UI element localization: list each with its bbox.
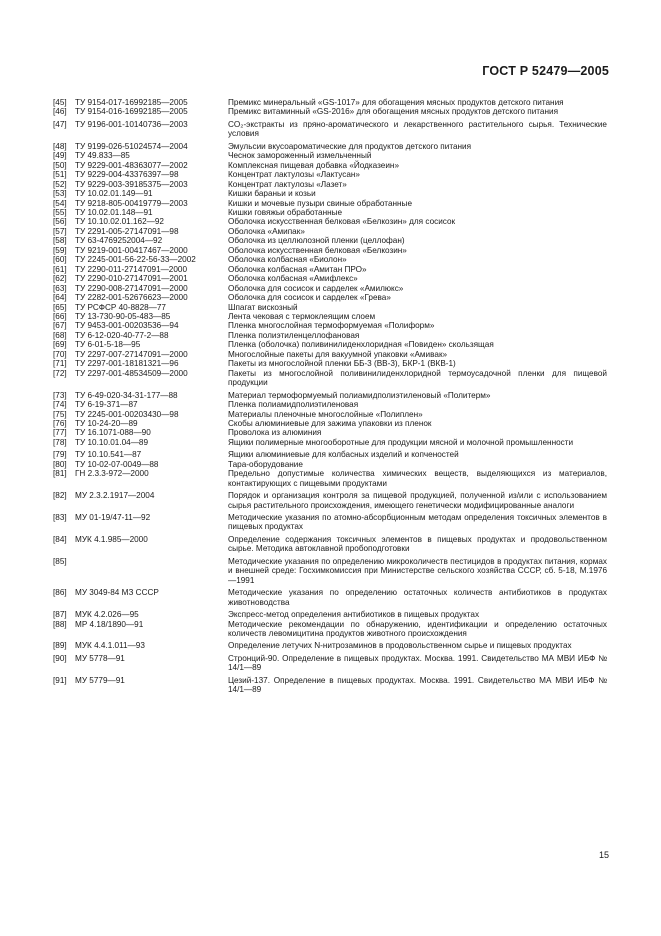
reference-code: ТУ 63-4769252004—92 (75, 236, 163, 246)
reference-code: ТУ 9229-004-43376397—98 (75, 170, 179, 180)
reference-code: МУК 4.4.1.011—93 (75, 641, 145, 651)
reference-row (53, 428, 607, 437)
reference-code: ТУ 9199-026-51024574—2004 (75, 141, 188, 151)
reference-description: Проволока из алюминия (228, 428, 322, 438)
reference-number: [82] (53, 491, 67, 501)
reference-row (53, 227, 607, 236)
reference-number: [62] (53, 274, 67, 284)
reference-number: [75] (53, 409, 67, 419)
reference-row (53, 217, 607, 226)
reference-row (53, 246, 607, 255)
reference-number: [76] (53, 418, 67, 428)
reference-code: ТУ 6-19-371—87 (75, 400, 138, 410)
reference-number: [89] (53, 641, 67, 651)
reference-code: ТУ РСФСР 40-8828—77 (75, 302, 166, 312)
reference-number: [70] (53, 349, 67, 359)
reference-row (53, 400, 607, 409)
reference-row (53, 98, 607, 107)
reference-description: Оболочка колбасная «Амитан ПРО» (228, 264, 367, 274)
reference-description: Экспресс-метод определения антибиотиков в пищевых продуктах (228, 610, 480, 620)
reference-row (53, 491, 607, 510)
reference-row (53, 513, 607, 532)
reference-code: ТУ 13-730-90-05-483—85 (75, 311, 171, 321)
reference-description: Материалы пленочные многослойные «Полиплен» (228, 409, 423, 419)
reference-number: [69] (53, 340, 67, 350)
reference-row (53, 359, 607, 368)
reference-description: Кишки и мочевые пузыри свиные обработанные (228, 198, 412, 208)
reference-number: [73] (53, 390, 67, 400)
reference-number: [61] (53, 264, 67, 274)
reference-number: [87] (53, 610, 67, 620)
reference-row (53, 255, 607, 264)
reference-code: ТУ 2290-011-27147091—2000 (75, 264, 188, 274)
reference-row (53, 180, 607, 189)
reference-number: [48] (53, 141, 67, 151)
reference-code: МУ 5778—91 (75, 653, 125, 663)
reference-description: Методические указания по определению микроколичеств пестицидов в продуктах питания, кормах и внешней среде: Госхимкомиссия при Министерстве сельского хозяйства СССР, сб. 5-18, М.1976—1991 (228, 556, 607, 585)
reference-description: Концентрат лактулозы «Лактусан» (228, 170, 360, 180)
reference-code: ТУ 9154-016-16992185—2005 (75, 107, 188, 117)
reference-description: Определение содержания токсичных элементов в пищевых продуктах и продовольственном сырье. Методика автоклавной пробоподготовки (228, 534, 607, 554)
reference-number: [55] (53, 207, 67, 217)
reference-row (53, 265, 607, 274)
reference-row (53, 331, 607, 340)
reference-row (53, 557, 607, 585)
reference-description: Определение летучих N-нитрозаминов в продовольственном сырье и пищевых продуктах (228, 641, 572, 651)
reference-description: Оболочка искусственная белковая «Белкозин» (228, 245, 407, 255)
reference-number: [90] (53, 653, 67, 663)
reference-row (53, 610, 607, 619)
reference-description: Концентрат лактулозы «Лазет» (228, 179, 347, 189)
reference-description: Оболочка для сосисок и сарделек «Амилюкс» (228, 283, 404, 293)
reference-code (75, 557, 228, 585)
reference-description: Премикс минеральный «GS-1017» для обогащения мясных продуктов детского питания (228, 98, 564, 107)
reference-row (53, 469, 607, 488)
reference-description: Ящики полимерные многооборотные для продукции мясной и молочной промышленности (228, 437, 574, 447)
reference-number: [65] (53, 302, 67, 312)
reference-code: ТУ 10.10.541—87 (75, 450, 142, 460)
reference-number: [83] (53, 513, 67, 523)
reference-row (53, 641, 607, 650)
reference-row (53, 312, 607, 321)
reference-code: ТУ 2282-001-52676623—2000 (75, 293, 188, 303)
reference-number: [71] (53, 359, 67, 369)
reference-number: [52] (53, 179, 67, 189)
reference-row (53, 151, 607, 160)
reference-row (53, 620, 607, 639)
reference-row (53, 107, 607, 116)
reference-description: Чеснок замороженный измельченный (228, 151, 372, 161)
reference-row (53, 391, 607, 400)
reference-description: Методические рекомендации по обнаружению, идентификации и определению остаточных количеств левомицитина продуктов животного происхождения (228, 619, 607, 639)
reference-row (53, 189, 607, 198)
reference-number: [84] (53, 534, 67, 544)
reference-number: [50] (53, 160, 67, 170)
reference-code: ТУ 9219-001-00417467—2000 (75, 245, 188, 255)
reference-code: ТУ 2290-010-27147091—2001 (75, 274, 188, 284)
reference-number: [79] (53, 450, 67, 460)
reference-code: ТУ 9229-003-39185375—2003 (75, 179, 188, 189)
reference-code: ТУ 16.1071-088—90 (75, 428, 151, 438)
reference-row (53, 293, 607, 302)
reference-number: [46] (53, 107, 67, 117)
reference-number: [91] (53, 675, 67, 685)
reference-description: Премикс витаминный «GS-2016» для обогащения мясных продуктов детского питания (228, 107, 559, 117)
reference-description: Методические указания по определению остаточных количеств антибиотиков в продуктах животноводства (228, 588, 607, 607)
reference-row (53, 535, 607, 554)
reference-code: ТУ 10.10.01.04—89 (75, 437, 149, 447)
reference-code: ТУ 2291-005-27147091—98 (75, 226, 179, 236)
reference-row (53, 303, 607, 312)
reference-code: ТУ 10-02-07-0049—88 (75, 459, 159, 469)
reference-code: ТУ 9229-001-48363077—2002 (75, 160, 188, 170)
reference-row (53, 676, 607, 695)
reference-code: ТУ 2245-001-56-22-56-33—2002 (75, 255, 196, 265)
reference-code: МУК 4.1.985—2000 (75, 534, 148, 544)
reference-number: [53] (53, 189, 67, 199)
reference-row (53, 208, 607, 217)
reference-code: ТУ 9453-001-00203536—94 (75, 321, 179, 331)
page-number: 15 (598, 850, 609, 860)
reference-code: МУ 3049-84 МЗ СССР (75, 588, 159, 598)
reference-description: Оболочка искусственная белковая «Белкозин» для сосисок (228, 217, 456, 227)
reference-description: Лента чековая с термоклеящим слоем (228, 311, 376, 321)
reference-code: ТУ 2297-001-18181321—96 (75, 359, 179, 369)
reference-description: Кишки бараньи и козьи (228, 189, 316, 199)
reference-row (53, 588, 607, 607)
reference-number: [51] (53, 170, 67, 180)
reference-description: Пакеты из многослойной пленки ББ-3 (ВВ-3), БКР-1 (ВКВ-1) (228, 359, 456, 369)
reference-code: МУ 01-19/47-11—92 (75, 513, 151, 523)
reference-row (53, 274, 607, 283)
reference-row (53, 654, 607, 673)
reference-number: [68] (53, 330, 67, 340)
reference-code: МУ 5779—91 (75, 675, 125, 685)
reference-number: [64] (53, 293, 67, 303)
reference-number: [81] (53, 469, 67, 479)
reference-description: Тара-оборудование (228, 459, 303, 469)
reference-code: ТУ 10-24-20—89 (75, 418, 138, 428)
reference-description: Методические указания по атомно-абсорбционным методам определения токсичных элементов в пищевых продуктах (228, 513, 607, 532)
reference-row (53, 410, 607, 419)
reference-row (53, 350, 607, 359)
reference-description: Кишки говяжьи обработанные (228, 207, 343, 217)
reference-number: [77] (53, 428, 67, 438)
reference-description: Оболочка для сосисок и сарделек «Грева» (228, 293, 391, 303)
reference-description: Пленка полиэтиленцеллофановая (228, 330, 360, 340)
reference-code: МР 4.18/1890—91 (75, 619, 144, 629)
reference-code: ТУ 9154-017-16992185—2005 (75, 98, 188, 107)
reference-code: ТУ 2290-008-27147091—2000 (75, 283, 188, 293)
reference-row (53, 120, 607, 139)
reference-code: ТУ 10.02.01.148—91 (75, 207, 153, 217)
reference-number: [56] (53, 217, 67, 227)
reference-code: ТУ 2245-001-00203430—98 (75, 409, 179, 419)
reference-number: [88] (53, 619, 67, 629)
reference-number: [59] (53, 245, 67, 255)
references-list (53, 98, 607, 695)
reference-row (53, 321, 607, 330)
reference-row (53, 460, 607, 469)
reference-description: Комплексная пищевая добавка «Йодказеин» (228, 160, 399, 170)
reference-code: ТУ 2297-001-48534509—2000 (75, 368, 188, 378)
reference-code: ТУ 6-01-5-18—95 (75, 340, 141, 350)
reference-number: [72] (53, 368, 67, 378)
reference-description: Многослойные пакеты для вакуумной упаковки «Амивак» (228, 349, 448, 359)
reference-code: МУ 2.3.2.1917—2004 (75, 491, 155, 501)
reference-number: [58] (53, 236, 67, 246)
reference-description: Ящики алюминиевые для колбасных изделий и копченостей (228, 450, 459, 460)
reference-description: Предельно допустимые количества химических веществ, выделяющихся из материалов, контактирующих с пищевыми продуктами (228, 469, 607, 488)
reference-description: Порядок и организация контроля за пищевой продукцией, полученной из/или с использованием сырья растительного происхождения, имеющего генетически модифицированные аналоги (228, 491, 607, 510)
reference-description: Эмульсии вкусоароматические для продуктов детского питания (228, 141, 472, 151)
reference-number: [74] (53, 400, 67, 410)
reference-description: Оболочка колбасная «Амифлекс» (228, 274, 358, 284)
reference-code: ТУ 10.02.01.149—91 (75, 189, 153, 199)
reference-code: МУК 4.2.026—95 (75, 610, 139, 620)
reference-row (53, 438, 607, 447)
reference-number: [47] (53, 119, 67, 129)
reference-description: Оболочка колбасная «Биолон» (228, 255, 347, 265)
reference-code: ТУ 9196-001-10140736—2003 (75, 119, 188, 129)
reference-row (53, 450, 607, 459)
reference-code: ТУ 9218-805-00419779—2003 (75, 198, 188, 208)
reference-description: Пакеты из многослойной поливинилиденхлоридной термоусадочной пленки для пищевой продукции (228, 368, 607, 388)
reference-code: ГН 2.3.3-972—2000 (75, 469, 149, 479)
reference-number: [67] (53, 321, 67, 331)
reference-description: Стронций-90. Определение в пищевых продуктах. Москва. 1991. Свидетельство МА МВИ ИБФ № 14/1—89 (228, 653, 607, 673)
reference-description: CO₂-экстракты из пряно-ароматического и лекарственного растительного сырья. Технические условия (228, 119, 607, 139)
reference-row (53, 340, 607, 349)
reference-row (53, 170, 607, 179)
reference-number: [45] (53, 98, 67, 107)
reference-row (53, 199, 607, 208)
reference-code: ТУ 6-49-020-34-31-177—88 (75, 390, 178, 400)
reference-description: Шпагат вискозный (228, 302, 298, 312)
reference-description: Скобы алюминиевые для зажима упаковки из пленок (228, 418, 432, 428)
reference-code: ТУ 2297-007-27147091—2000 (75, 349, 188, 359)
reference-description: Материал термоформуемый полиамидполиэтиленовый «Политерм» (228, 390, 491, 400)
reference-description: Пленка многослойная термоформуемая «Полиформ» (228, 321, 435, 331)
document-header: ГОСТ Р 52479—2005 (482, 64, 609, 78)
reference-number: [63] (53, 283, 67, 293)
reference-number: [66] (53, 311, 67, 321)
reference-row (53, 369, 607, 388)
reference-number: [54] (53, 198, 67, 208)
reference-description: Оболочка «Амипак» (228, 226, 305, 236)
reference-row (53, 419, 607, 428)
reference-number: [86] (53, 588, 67, 598)
reference-row (53, 284, 607, 293)
reference-description: Пленка полиамидполиэтиленовая (228, 400, 359, 410)
reference-row (53, 142, 607, 151)
reference-code: ТУ 6-12-020-40-77-2—88 (75, 330, 169, 340)
reference-number: [80] (53, 459, 67, 469)
reference-number: [60] (53, 255, 67, 265)
reference-description: Цезий-137. Определение в пищевых продуктах. Москва. 1991. Свидетельство МА МВИ ИБФ № 14/1—89 (228, 675, 607, 695)
reference-number: [85] (53, 556, 67, 566)
reference-description: Оболочка из целлюлозной пленки (целлофан) (228, 236, 405, 246)
reference-description: Пленка (оболочка) поливинилиденхлоридная «Повиден» скользящая (228, 340, 494, 350)
reference-row (53, 161, 607, 170)
reference-number: [78] (53, 437, 67, 447)
reference-code: ТУ 10.10.02.01.162—92 (75, 217, 164, 227)
reference-row (53, 236, 607, 245)
reference-number: [57] (53, 226, 67, 236)
reference-number: [49] (53, 151, 67, 161)
reference-code: ТУ 49.833—85 (75, 151, 130, 161)
